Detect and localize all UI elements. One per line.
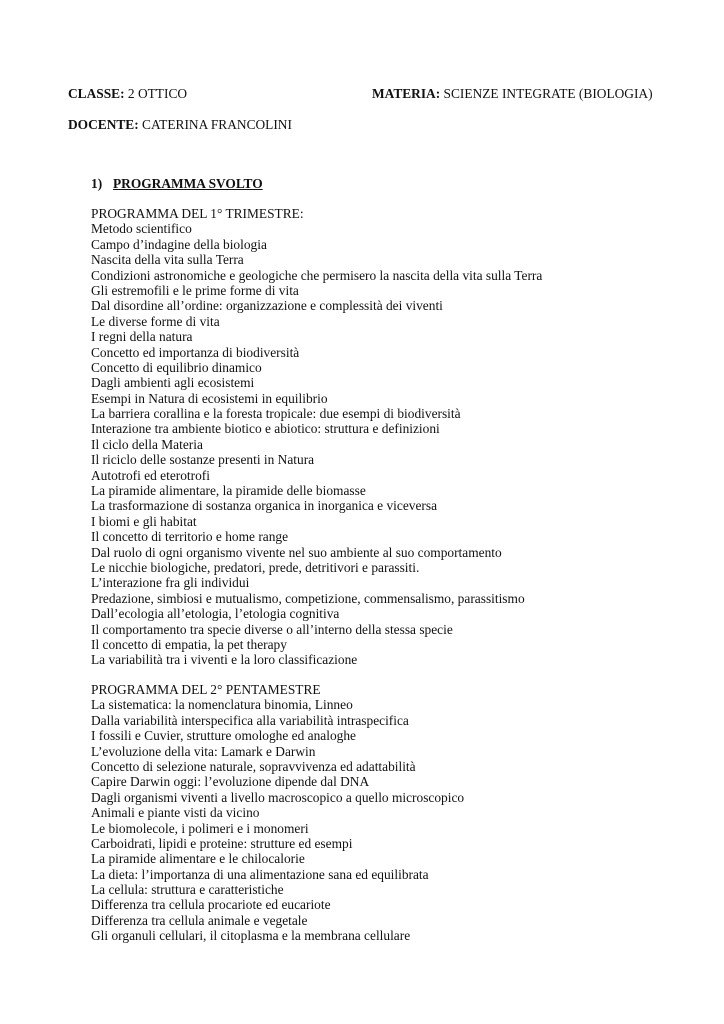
trimestre-program (91, 206, 691, 668)
program-item: La sistematica: la nomenclatura binomia, Linneo (91, 697, 353, 713)
program-item: I regni della natura (91, 329, 193, 345)
program-item: Il riciclo delle sostanze presenti in Natura (91, 452, 315, 468)
program-item: Differenza tra cellula animale e vegetale (91, 912, 308, 928)
program-item: I fossili e Cuvier, strutture omologhe ed analoghe (91, 728, 356, 744)
header-row (68, 86, 668, 104)
program-item: Interazione tra ambiente biotico e abiotico: struttura e definizioni (91, 421, 440, 437)
program-item: I biomi e gli habitat (91, 513, 197, 529)
program-item: Concetto di selezione naturale, sopravvivenza ed adattabilità (91, 758, 416, 774)
program-item: Gli organuli cellulari, il citoplasma e la membrana cellulare (91, 928, 411, 944)
program-item: Animali e piante visti da vicino (91, 805, 260, 821)
classe-value: 2 OTTICO (124, 86, 188, 101)
program-item: Esempi in Natura di ecosistemi in equilibrio (91, 390, 328, 406)
classe-field (68, 86, 187, 101)
program-item: Le diverse forme di vita (91, 313, 220, 329)
pentamestre-list (91, 697, 691, 943)
trimestre-heading: PROGRAMMA DEL 1° TRIMESTRE: (91, 206, 304, 221)
program-item: Concetto ed importanza di biodiversità (91, 344, 300, 360)
program-item: Dal ruolo di ogni organismo vivente nel suo ambiente al suo comportamento (91, 544, 502, 560)
program-item: La trasformazione di sostanza organica in inorganica e viceversa (91, 498, 438, 514)
program-item: La piramide alimentare e le chilocalorie (91, 851, 305, 867)
program-item: Capire Darwin oggi: l’evoluzione dipende dal DNA (91, 774, 370, 790)
docente-label: DOCENTE: (68, 117, 139, 132)
section-number: 1) (91, 176, 103, 191)
program-item: Il comportamento tra specie diverse o all’interno della stessa specie (91, 621, 453, 637)
program-item: Condizioni astronomiche e geologiche che permisero la nascita della vita sulla Terra (91, 267, 543, 283)
program-item: Concetto di equilibrio dinamico (91, 359, 262, 375)
materia-field (372, 86, 653, 101)
program-item: La piramide alimentare, la piramide delle biomasse (91, 483, 366, 499)
program-item: Dall’ecologia all’etologia, l’etologia cognitiva (91, 606, 340, 622)
docente-field (68, 117, 292, 132)
program-item: Autotrofi ed eterotrofi (91, 467, 210, 483)
program-item: Campo d’indagine della biologia (91, 236, 267, 252)
program-item: Dal disordine all’ordine: organizzazione e complessità dei viventi (91, 298, 443, 314)
program-item: Dalla variabilità interspecifica alla variabilità intraspecifica (91, 712, 409, 728)
program-item: Il concetto di empatia, la pet therapy (91, 636, 287, 652)
program-item: Gli estremofili e le prime forme di vita (91, 282, 299, 298)
materia-value: SCIENZE INTEGRATE (BIOLOGIA) (440, 86, 653, 101)
program-item: La barriera corallina e la foresta tropicale: due esempi di biodiversità (91, 406, 461, 422)
program-item: Nascita della vita sulla Terra (91, 252, 244, 268)
program-item: Dagli ambienti agli ecosistemi (91, 375, 255, 391)
program-item: L’evoluzione della vita: Lamark e Darwin (91, 743, 316, 759)
program-item: Differenza tra cellula procariote ed eucariote (91, 897, 331, 913)
classe-label: CLASSE: (68, 86, 125, 101)
program-item: Il concetto di territorio e home range (91, 529, 289, 545)
program-item: Le biomolecole, i polimeri e i monomeri (91, 820, 309, 836)
docente-value: CATERINA FRANCOLINI (138, 117, 292, 132)
pentamestre-program (91, 682, 691, 944)
section-title (91, 176, 263, 191)
program-item: Predazione, simbiosi e mutualismo, competizione, commensalismo, parassitismo (91, 590, 525, 606)
program-item: La variabilità tra i viventi e la loro classificazione (91, 652, 358, 668)
pentamestre-heading: PROGRAMMA DEL 2° PENTAMESTRE (91, 682, 321, 697)
program-item: Carboidrati, lipidi e proteine: strutture ed esempi (91, 835, 353, 851)
section-title-text: PROGRAMMA SVOLTO (113, 176, 263, 191)
materia-label: MATERIA: (372, 86, 441, 101)
program-item: Dagli organismi viventi a livello macroscopico a quello microscopico (91, 789, 465, 805)
program-item: Le nicchie biologiche, predatori, prede, detritivori e parassiti. (91, 559, 420, 575)
program-item: La dieta: l’importanza di una alimentazione sana ed equilibrata (91, 866, 429, 882)
trimestre-list (91, 221, 691, 667)
program-item: L’interazione fra gli individui (91, 575, 250, 591)
program-item: Il ciclo della Materia (91, 436, 203, 452)
program-item: Metodo scientifico (91, 221, 192, 237)
program-item: La cellula: struttura e caratteristiche (91, 882, 284, 898)
